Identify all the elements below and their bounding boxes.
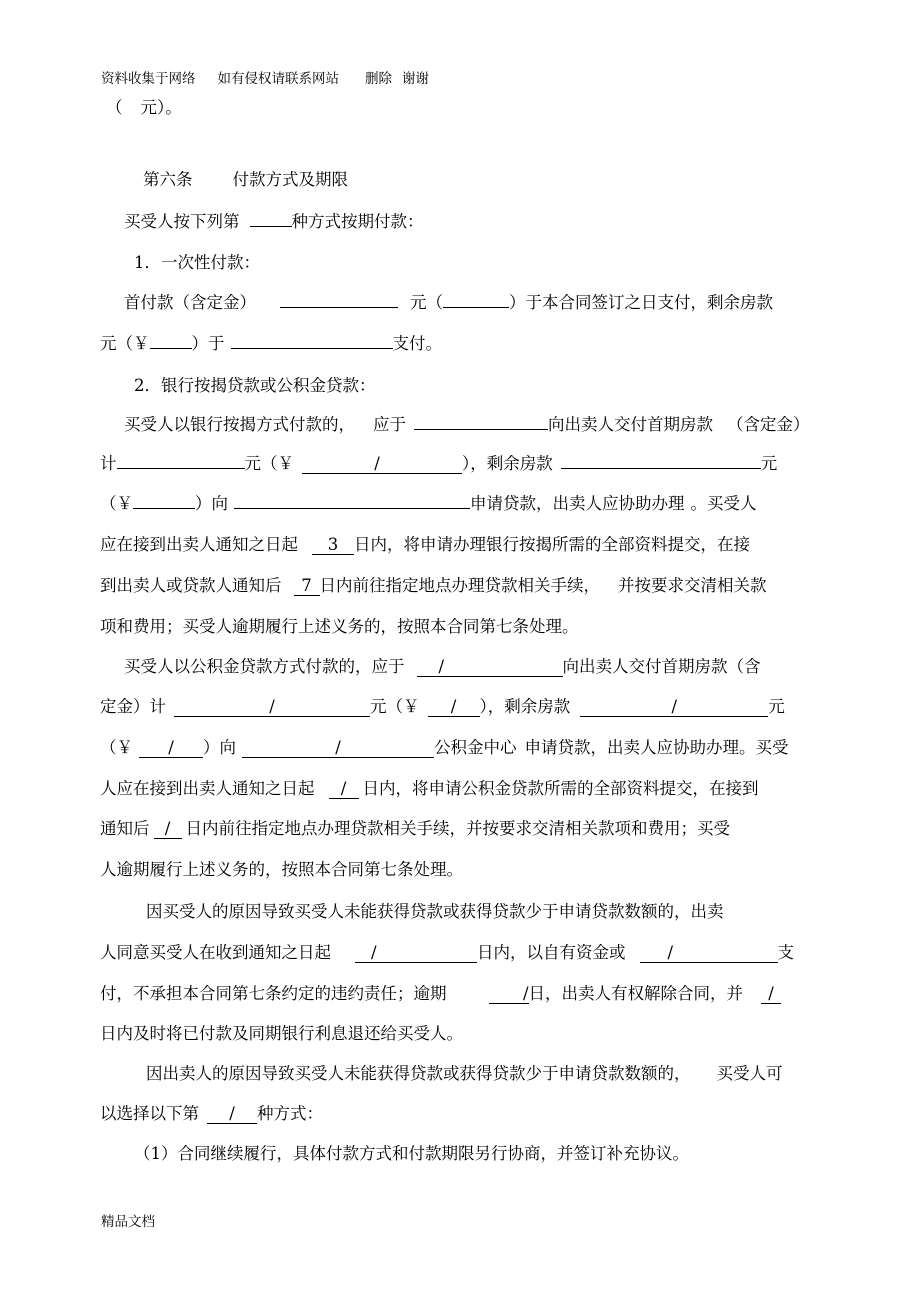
fund-down-figure-blank: / — [428, 698, 480, 717]
header-text-3: 删除 — [365, 71, 392, 87]
fund-line4 — [100, 778, 759, 800]
bank-down-amount-blank — [117, 468, 245, 469]
fund-remaining-figure-blank: / — [139, 739, 203, 758]
buyer-l3-pre: 付，不承担本合同第七条约定的违约责任；逾期 — [100, 984, 447, 1003]
bank-procedure-days: 7 — [294, 577, 320, 596]
amount-fragment — [106, 97, 182, 119]
fund-l5-pre: 通知后 — [100, 819, 150, 838]
buyer-l2-pre: 人同意买受人在收到通知之日起 — [100, 943, 331, 962]
option1-line2 — [100, 333, 442, 355]
intro-post: 种方式按期付款： — [291, 212, 424, 231]
seller-cause-line2 — [100, 1103, 323, 1125]
bank-l2-post: ），剩余房款 — [462, 454, 553, 473]
buyer-l2-mid: 日内，以自有资金或 — [477, 943, 626, 962]
fund-center-text: 公积金中心 — [434, 738, 517, 757]
fund-line5 — [100, 818, 730, 840]
fund-l2-pre: 定金）计 — [100, 697, 166, 716]
buyer-cause-line4: 日内及时将已付款及同期银行利息退还给买受人。 — [100, 1024, 463, 1043]
option1-heading: 1．一次性付款： — [134, 253, 260, 272]
bank-l1-post: 向出卖人交付首期房款 — [548, 415, 713, 434]
yuan-open: 元（ — [410, 293, 443, 312]
payment-method-blank — [250, 226, 292, 227]
down-payment-blank — [280, 307, 398, 308]
bank-l3-tail: 。买受人 — [690, 494, 757, 513]
seller-cause-line1 — [146, 1063, 783, 1085]
header-text-1: 资料收集于网络 — [101, 71, 196, 87]
buyer-refund-days-blank: / — [761, 985, 781, 1004]
buyer-cause-line1: 因买受人的原因导致买受人未能获得贷款或获得贷款少于申请贷款数额的，出卖 — [146, 902, 724, 921]
bank-l1-end: （含定金） — [727, 415, 810, 434]
header-text-4: 谢谢 — [402, 71, 429, 87]
option2-heading: 2．银行按揭贷款或公积金贷款： — [134, 376, 376, 395]
open-paren: （ — [106, 98, 123, 117]
option1-line1 — [124, 292, 773, 314]
page-header — [101, 68, 429, 90]
fund-submit-days-blank: / — [329, 780, 359, 799]
buyer-cause-line3 — [100, 983, 781, 1005]
bank-down-payment-date-blank — [414, 429, 548, 430]
after-sign-text: ）于本合同签订之日支付，剩余房款 — [509, 293, 773, 312]
fund-remaining-blank: / — [580, 698, 768, 717]
fund-down-amount-blank: / — [174, 698, 370, 717]
seller-l1-end: 买受人可 — [716, 1064, 783, 1083]
buyer-other-means-blank: / — [640, 944, 778, 963]
fund-l5-post: 日内前往指定地点办理贷款相关手续，并按要求交清相关款项和费用；买受 — [185, 819, 730, 838]
header-text-2: 如有侵权请联系网站 — [217, 71, 339, 87]
bank-remaining-figure-blank — [133, 508, 195, 509]
bank-l4-post: 日内，将申请办理银行按揭所需的全部资料提交，在接 — [354, 535, 750, 554]
yuan-yen: 元（￥ — [100, 334, 150, 353]
seller-choice-1: （1）合同继续履行，具体付款方式和付款期限另行协商，并签订补充协议。 — [134, 1144, 689, 1163]
bank-line5 — [100, 575, 767, 597]
bank-l1-mid: 应于 — [373, 415, 406, 434]
fund-center-blank: / — [242, 739, 434, 758]
down-payment-label: 首付款（含定金） — [124, 293, 256, 312]
fund-l1-pre: 买受人以公积金贷款方式付款的，应于 — [124, 657, 405, 676]
bank-l2-yuan: 元（￥ — [244, 454, 294, 473]
buyer-l2-end: 支 — [777, 943, 794, 962]
fund-l3-post: 申请贷款，出卖人应协助办理。买受 — [524, 738, 789, 757]
remaining-figure-blank — [150, 348, 192, 349]
buyer-overdue-days-blank: / — [489, 985, 529, 1004]
fund-line2 — [100, 696, 785, 718]
intro-pre: 买受人按下列第 — [124, 212, 240, 231]
fund-line3 — [100, 737, 789, 759]
fund-l2-end: 元 — [768, 697, 785, 716]
bank-l2-pre: 计 — [100, 454, 117, 473]
article-title: 付款方式及期限 — [232, 170, 348, 189]
seller-l2-pre: 以选择以下第 — [100, 1104, 199, 1123]
bank-l2-slash: / — [374, 454, 380, 473]
bank-lender-blank — [234, 508, 470, 509]
bank-down-figure-blank — [302, 455, 462, 474]
bank-submit-days: 3 — [312, 536, 354, 555]
bank-l3-yen: （￥ — [100, 494, 133, 513]
page-footer: 精品文档 — [101, 1214, 155, 1230]
seller-l1: 因出卖人的原因导致买受人未能获得贷款或获得贷款少于申请贷款数额的， — [146, 1064, 691, 1083]
fund-l3-to: ）向 — [203, 738, 236, 757]
bank-line6: 项和费用；买受人逾期履行上述义务的，按照本合同第七条处理。 — [100, 617, 579, 636]
buyer-cause-line2 — [100, 942, 794, 964]
bank-line2 — [100, 453, 777, 475]
paren-at: ）于 — [191, 334, 225, 353]
bank-line4 — [100, 534, 750, 556]
article-number: 第六条 — [143, 170, 193, 189]
fund-l1-post: 向出卖人交付首期房款（含 — [562, 657, 761, 676]
bank-l5-pre: 到出卖人或贷款人通知后 — [100, 576, 282, 595]
bank-l3-post: 申请贷款 — [470, 494, 536, 513]
fund-line1 — [124, 656, 761, 678]
unit-text: 元）。 — [140, 98, 182, 117]
fund-l2-yuan: 元（￥ — [370, 697, 420, 716]
article-heading — [143, 169, 348, 191]
bank-remaining-blank — [561, 468, 761, 469]
buyer-self-fund-days-blank: / — [355, 944, 477, 963]
fund-line6: 人逾期履行上述义务的，按照本合同第七条处理。 — [100, 860, 463, 879]
bank-l3-to: ）向 — [195, 494, 228, 513]
fund-l4-post: 日内，将申请公积金贷款所需的全部资料提交，在接到 — [362, 779, 759, 798]
fund-procedure-days-blank: / — [154, 820, 182, 839]
fund-down-date-blank: / — [417, 658, 563, 677]
fund-l2-post: ），剩余房款 — [479, 697, 571, 716]
bank-l5-post: 日内前往指定地点办理贷款相关手续， — [319, 576, 600, 595]
seller-l2-post: 种方式： — [257, 1104, 323, 1123]
pay-text: 支付。 — [392, 334, 442, 353]
bank-l5-end: 并按要求交清相关款 — [618, 576, 767, 595]
bank-l4-pre: 应在接到出卖人通知之日起 — [100, 535, 298, 554]
bank-line3 — [100, 493, 757, 515]
down-payment-figure-blank — [443, 307, 509, 308]
bank-l3-end: ，出卖人应协助办理 — [536, 494, 685, 513]
remaining-date-blank — [231, 348, 393, 349]
bank-line1 — [124, 414, 810, 436]
seller-option-blank: / — [207, 1105, 257, 1124]
fund-l3-yen: （￥ — [100, 738, 133, 757]
bank-l2-end: 元 — [760, 454, 778, 473]
fund-l4-pre: 人应在接到出卖人通知之日起 — [100, 779, 315, 798]
bank-l1-pre: 买受人以银行按揭方式付款的， — [124, 415, 355, 434]
intro-line — [124, 211, 424, 233]
buyer-l3-mid: 日，出卖人有权解除合同，并 — [528, 984, 743, 1003]
